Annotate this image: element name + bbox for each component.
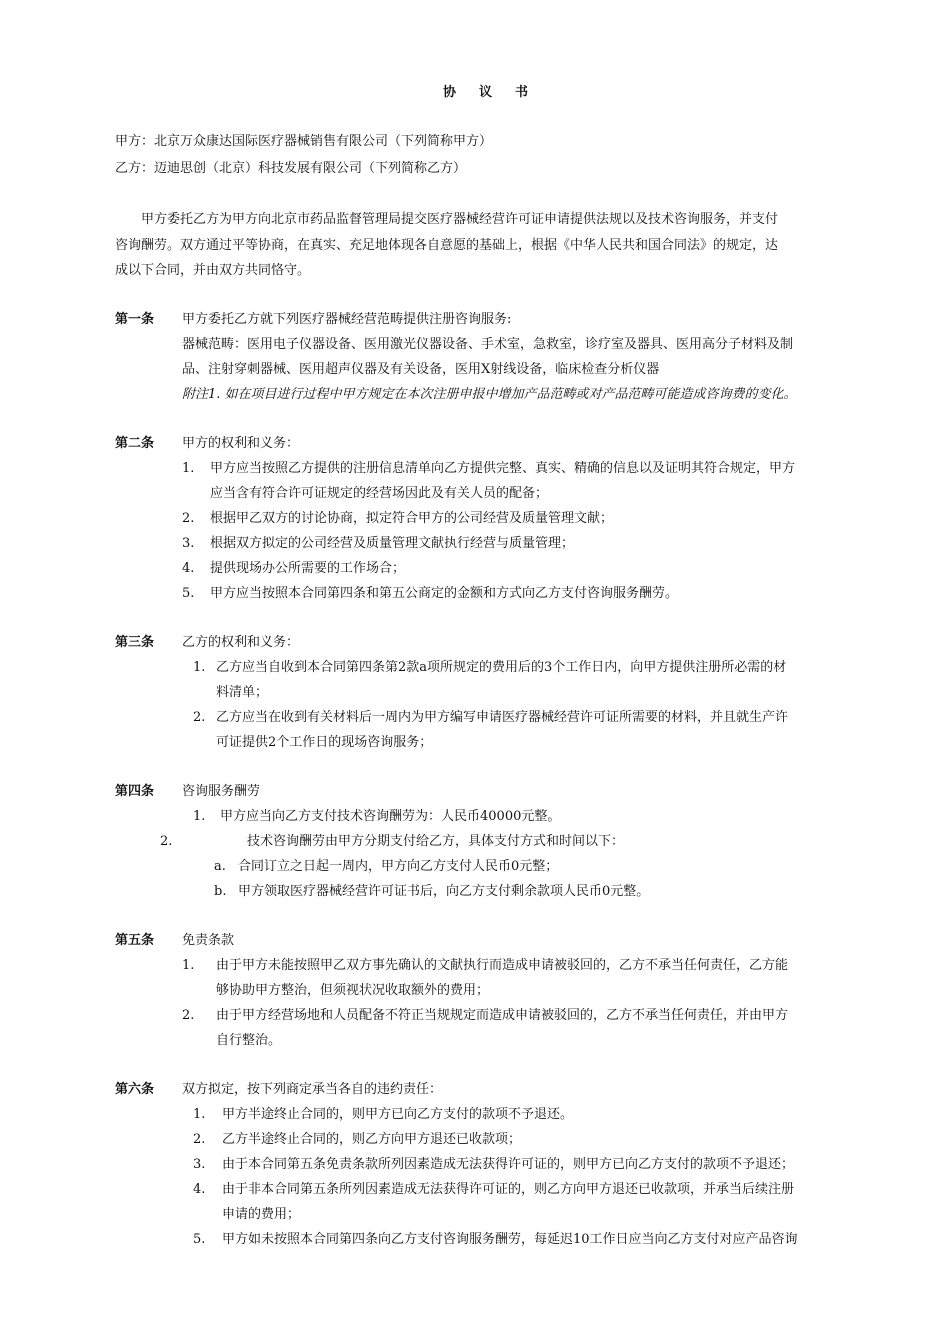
article-6-item-4-line-2: 申请的费用； [222, 1207, 301, 1222]
article-6-item-5-number: 5. [193, 1232, 206, 1247]
article-3-item-2-line-2: 可证提供2个工作日的现场咨询服务； [216, 735, 433, 750]
article-5-item-1-number: 1. [182, 958, 195, 973]
article-3-item-2-number: 2. [193, 710, 206, 725]
article-2-item-2-line-1: 根据甲乙双方的讨论协商，拟定符合甲方的公司经营及质量管理文献； [210, 511, 614, 526]
article-2-item-1-number: 1. [182, 461, 195, 476]
article-2-item-5-line-1: 甲方应当按照本合同第四条和第五公商定的金额和方式向乙方支付咨询服务酬劳。 [210, 586, 679, 601]
article-4-sub-a-number: a. [214, 859, 226, 874]
article-2-item-3-line-1: 根据双方拟定的公司经营及质量管理文献执行经营与质量管理； [210, 536, 575, 551]
article-4-label: 第四条 [115, 784, 155, 799]
article-2-item-4-number: 4. [182, 561, 195, 576]
article-6-item-4-line-1: 由于非本合同第五条所列因素造成无法获得许可证的，则乙方向甲方退还已收款项，并承当后续注册 [222, 1182, 795, 1197]
article-6-item-5-line-1: 甲方如未按照本合同第四条向乙方支付咨询服务酬劳，每延迟10工作日应当向乙方支付对应产品咨询 [222, 1232, 798, 1247]
article-6-heading: 双方拟定，按下列商定承当各自的违约责任： [182, 1082, 443, 1097]
document-title-char-1: 协 [443, 85, 457, 100]
article-6-item-1-line-1: 甲方半途终止合同的，则甲方已向乙方支付的款项不予退还。 [222, 1107, 574, 1122]
article-4-heading: 咨询服务酬劳 [182, 784, 261, 799]
article-2-item-4-line-1: 提供现场办公所需要的工作场合； [210, 561, 406, 576]
article-4-item-1-text: 甲方应当向乙方支付技术咨询酬劳为：人民币40000元整。 [220, 809, 561, 824]
article-3-heading: 乙方的权利和义务： [182, 635, 300, 650]
article-1-line-3: 品、注射穿刺器械、医用超声仪器及有关设备，医用X射线设备，临床检查分析仪器 [182, 362, 660, 377]
article-2-item-3-number: 3. [182, 536, 195, 551]
document-title-char-3: 书 [515, 85, 529, 100]
article-2-item-5-number: 5. [182, 586, 195, 601]
article-3-label: 第三条 [115, 635, 155, 650]
article-2-item-1-line-1: 甲方应当按照乙方提供的注册信息清单向乙方提供完整、真实、精确的信息以及证明其符合规定，甲方 [210, 461, 796, 476]
article-5-item-1-line-1: 由于甲方未能按照甲乙双方事先确认的文献执行而造成申请被驳回的，乙方不承当任何责任，乙方能 [216, 958, 789, 973]
article-3-item-2-line-1: 乙方应当在收到有关材料后一周内为甲方编写申请医疗器械经营许可证所需要的材料，并且就生产许 [216, 710, 789, 725]
article-6-item-1-number: 1. [193, 1107, 206, 1122]
article-5-item-1-line-2: 够协助甲方整治，但须视状况收取额外的费用； [216, 983, 490, 998]
article-1-note: 附注1. 如在项目进行过程中甲方规定在本次注册申报中增加产品范畴或对产品范畴可能造成咨询费的变化。 [182, 387, 797, 402]
party-b: 乙方：迈迪思创（北京）科技发展有限公司（下列简称乙方） [115, 161, 467, 176]
article-4-sub-a-text: 合同订立之日起一周内，甲方向乙方支付人民币0元整； [238, 859, 559, 874]
article-6-item-2-number: 2. [193, 1132, 206, 1147]
article-1-line-2: 器械范畴：医用电子仪器设备、医用激光仪器设备、手术室，急救室，诊疗室及器具、医用高分子材料及制 [182, 337, 794, 352]
article-5-item-2-number: 2. [182, 1008, 195, 1023]
document-title-char-2: 议 [479, 85, 493, 100]
intro-line-1: 甲方委托乙方为甲方向北京市药品监督管理局提交医疗器械经营许可证申请提供法规以及技术咨询服务，并支付 [141, 212, 779, 227]
article-4-sub-b-number: b. [214, 884, 227, 899]
article-6-item-4-number: 4. [193, 1182, 206, 1197]
article-2-item-1-line-2: 应当含有符合许可证规定的经营场因此及有关人员的配备； [210, 486, 549, 501]
article-6-item-3-line-1: 由于本合同第五条免责条款所列因素造成无法获得许可证的，则甲方已向乙方支付的款项不予退还； [222, 1157, 795, 1172]
article-4-item-1-number: 1. [193, 809, 206, 824]
article-2-item-2-number: 2. [182, 511, 195, 526]
article-6-label: 第六条 [115, 1082, 155, 1097]
article-5-item-2-line-1: 由于甲方经营场地和人员配备不符正当规规定而造成申请被驳回的，乙方不承当任何责任，并由甲方 [216, 1008, 789, 1023]
article-1-label: 第一条 [115, 312, 155, 327]
article-4-item-2-text: 技术咨询酬劳由甲方分期支付给乙方，具体支付方式和时间以下： [247, 834, 625, 849]
article-6-item-2-line-1: 乙方半途终止合同的，则乙方向甲方退还已收款项； [222, 1132, 522, 1147]
article-2-label: 第二条 [115, 436, 155, 451]
party-a: 甲方：北京万众康达国际医疗器械销售有限公司（下列简称甲方） [115, 134, 493, 149]
article-3-item-1-line-1: 乙方应当自收到本合同第四条第2款a项所规定的费用后的3个工作日内，向甲方提供注册所必需的材 [216, 660, 787, 675]
article-3-item-1-number: 1. [193, 660, 206, 675]
intro-line-3: 成以下合同，并由双方共同恪守。 [115, 263, 311, 278]
intro-line-2: 咨询酬劳。双方通过平等协商，在真实、充足地体现各自意愿的基础上，根据《中华人民共和国合同法》的规定，达 [115, 238, 779, 253]
article-4-sub-b-text: 甲方领取医疗器械经营许可证书后，向乙方支付剩余款项人民币0元整。 [238, 884, 650, 899]
article-4-item-2-number: 2. [160, 834, 173, 849]
article-3-item-1-line-2: 料清单； [216, 685, 269, 700]
article-2-heading: 甲方的权利和义务： [182, 436, 300, 451]
article-6-item-3-number: 3. [193, 1157, 206, 1172]
article-5-label: 第五条 [115, 933, 155, 948]
article-1-line-1: 甲方委托乙方就下列医疗器械经营范畴提供注册咨询服务: [182, 312, 512, 327]
article-5-item-2-line-2: 自行整治。 [216, 1033, 282, 1048]
article-5-heading: 免责条款 [182, 933, 235, 948]
